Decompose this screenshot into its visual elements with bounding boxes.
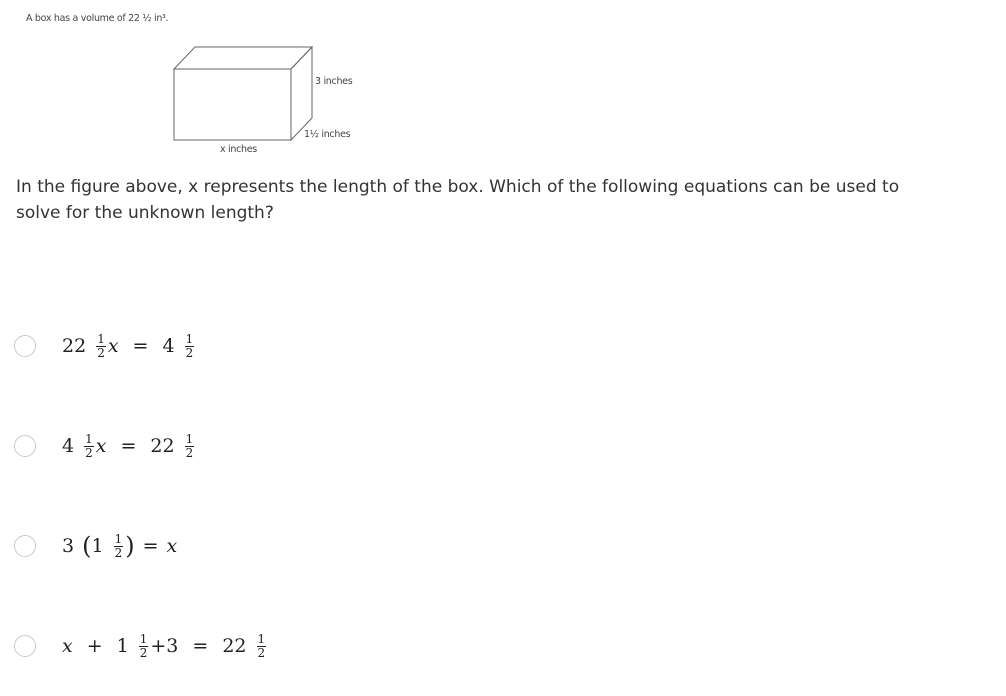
question-text: In the figure above, x represents the length of the box. Which of the following equations can be used to solve for the unknown length? xyxy=(16,177,900,223)
answer-option-1[interactable] xyxy=(14,332,196,360)
radio-button[interactable] xyxy=(14,635,36,657)
option-equation: 22 $\frac{1}{2}$ x = 4 $\frac{1}{2}$ xyxy=(62,331,194,360)
box-figure xyxy=(0,0,400,165)
radio-button[interactable] xyxy=(14,335,36,357)
box-front-face xyxy=(174,69,291,140)
option-equation: 3 ( 1 $\frac{1}{2}$ ) = x xyxy=(62,531,178,560)
answer-option-4[interactable] xyxy=(14,632,268,660)
length-label: x inches xyxy=(220,144,257,155)
box-top-face xyxy=(174,47,312,69)
figure-caption: A box has a volume of 22 ½ in³. xyxy=(26,13,169,24)
height-label: 3 inches xyxy=(315,76,353,87)
option-equation: x + 1 $\frac{1}{2}$ + 3 = 22 $\frac{1}{2}$ xyxy=(62,631,266,660)
radio-button[interactable] xyxy=(14,535,36,557)
answer-option-2[interactable] xyxy=(14,432,196,460)
answer-option-3[interactable] xyxy=(14,532,177,560)
box-side-face xyxy=(291,47,312,140)
depth-label: 1½ inches xyxy=(304,129,351,140)
radio-button[interactable] xyxy=(14,435,36,457)
option-equation: 4 $\frac{1}{2}$ x = 22 $\frac{1}{2}$ xyxy=(62,431,194,460)
